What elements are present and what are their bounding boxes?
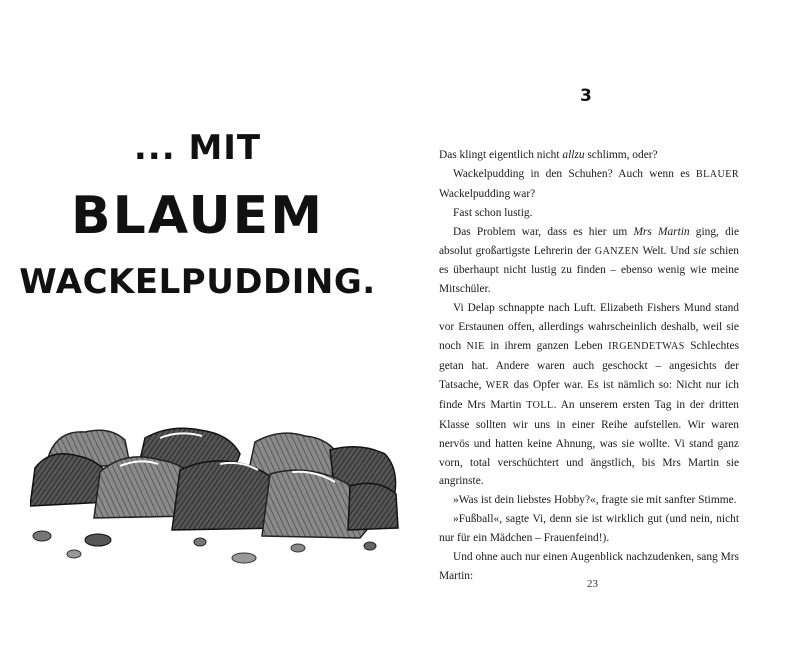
paragraph: »Was ist dein liebstes Hobby?«, fragte sie mit sanfter Stimme.: [453, 494, 737, 507]
chapter-number: 3: [580, 86, 592, 106]
rock-pile-illustration: [30, 420, 400, 570]
paragraph: Und ohne auch nur einen Augenblick nachzudenken, sang Mrs Martin:: [439, 551, 739, 582]
chapter-title-line-2: BLAUEM: [71, 186, 324, 246]
paragraph: Das klingt eigentlich nicht allzu schlimm, oder?: [439, 149, 658, 161]
chapter-title-line-3: WACKELPUDDING.: [19, 262, 376, 302]
paragraph: Das Problem war, dass es hier um Mrs Martin ging, die absolut großartigste Lehrerin der GANZEN Welt. Und sie schien es überhaupt nicht lustig zu finden – ebenso wenig wie meine Mitschüler.: [439, 225, 740, 296]
paragraph: Vi Delap schnappte nach Luft. Elizabeth Fishers Mund stand vor Erstaunen offen, allerdings wahrscheinlich deshalb, weil sie noch NIE in ihrem ganzen Leben IRGENDETWAS Schlechtes getan hat. Andere waren auch geschockt – angesichts der Tatsache, WER das Opfer war. Es ist nämlich so: Nicht nur ich finde Mrs Martin TOLL. An unserem ersten Tag in der dritten Klasse sollten wir uns in einer Reihe aufstellen. Wir waren nervös und hatten keine Ahnung, was sie wollte. Vi stand ganz vorn, total verschüchtert und ängstlich, bis Mrs Martin sie angrinste.: [439, 302, 740, 488]
page-number: 23: [587, 578, 598, 590]
right-page: [395, 0, 790, 648]
paragraph: »Fußball«, sagte Vi, denn sie ist wirklich gut (und nein, nicht nur für ein Mädchen – Frauenfeind!).: [439, 513, 739, 545]
chapter-title-line-1: ... MIT: [133, 128, 262, 168]
paragraph: Fast schon lustig.: [453, 206, 533, 219]
body-text: [439, 146, 739, 586]
paragraph: Wackelpudding in den Schuhen? Auch wenn es BLAUER Wackelpudding war?: [439, 167, 739, 200]
